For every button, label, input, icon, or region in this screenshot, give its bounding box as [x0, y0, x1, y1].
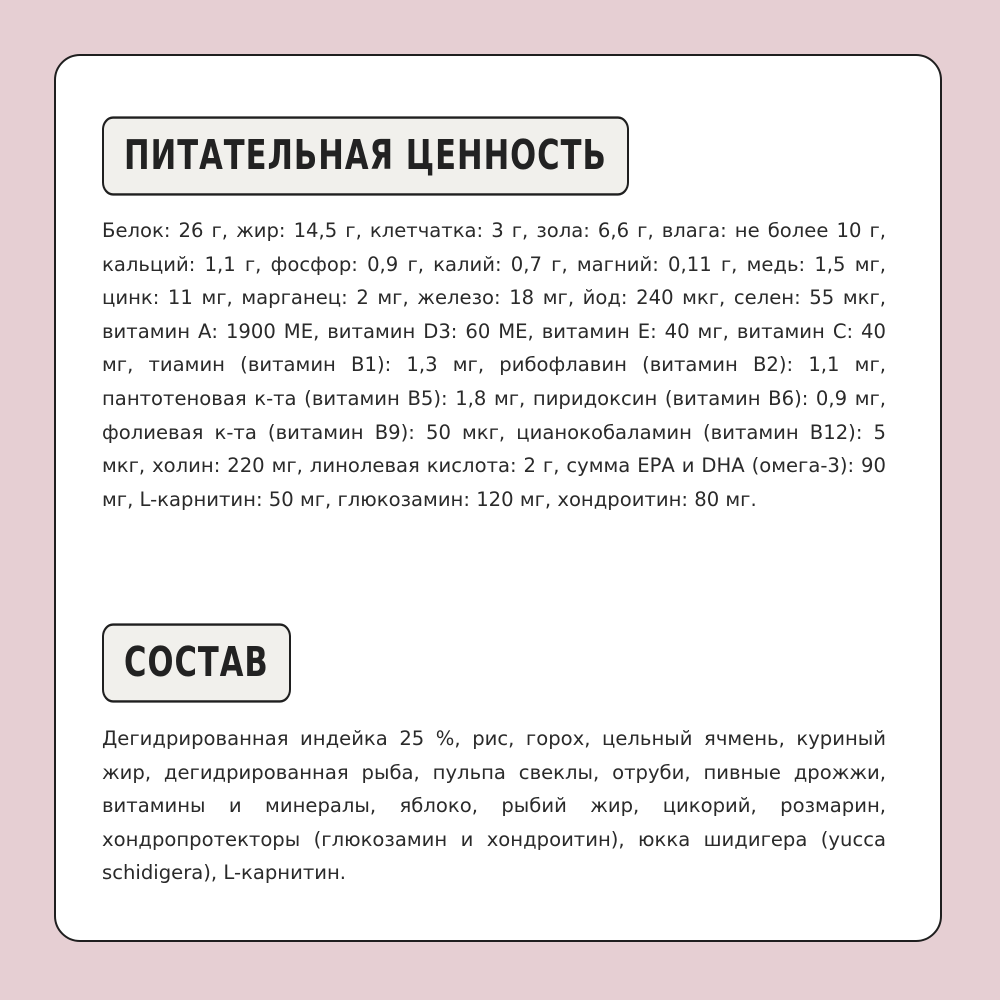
nutrition-text: Белок: 26 г, жир: 14,5 г, клетчатка: 3 г, зола: 6,6 г, влага: не более 10 г, кальций: 1,1 г, фосфор: 0,9 г, калий: 0,7 г, магний: 0,11 г, медь: 1,5 мг, цинк: 11 мг, марганец: 2 мг, железо: 18 мг, йод: 240 мкг, селен: 55 мкг, витамин А: 1900 МЕ, витамин D3: 60 МЕ, витамин Е: 40 мг, витамин С: 40 мг, тиамин (витамин В1): 1,3 мг, рибофлавин (витамин В2): 1,1 мг, пантотеновая к-та (витамин В5): 1,8 мг, пиридоксин (витамин В6): 0,9 мг, фолиевая к-та (витамин В9): 50 мкг, цианокобаламин (витамин В12): 5 мкг, холин: 220 мг, линолевая кислота: 2 г, сумма ЕРА и DHA (омега-3): 90 мг, L-карнитин: 50 мг, глюкозамин: 120 мг, хондроитин: 80 мг. — [102, 219, 886, 511]
info-card — [54, 54, 942, 942]
composition-title: СОСТАВ — [102, 623, 291, 702]
composition-text: Дегидрированная индейка 25 %, рис, горох, цельный ячмень, куриный жир, дегидрированная рыба, пульпа свеклы, отруби, пивные дрожжи, витамины и минералы, яблоко, рыбий жир, цикорий, розмарин, хондропротекторы (глюкозамин и хондроитин), юкка шидигера (yucca schidigera), L-карнитин. — [102, 727, 886, 885]
nutrition-title: ПИТАТЕЛЬНАЯ ЦЕННОСТЬ — [102, 116, 629, 195]
